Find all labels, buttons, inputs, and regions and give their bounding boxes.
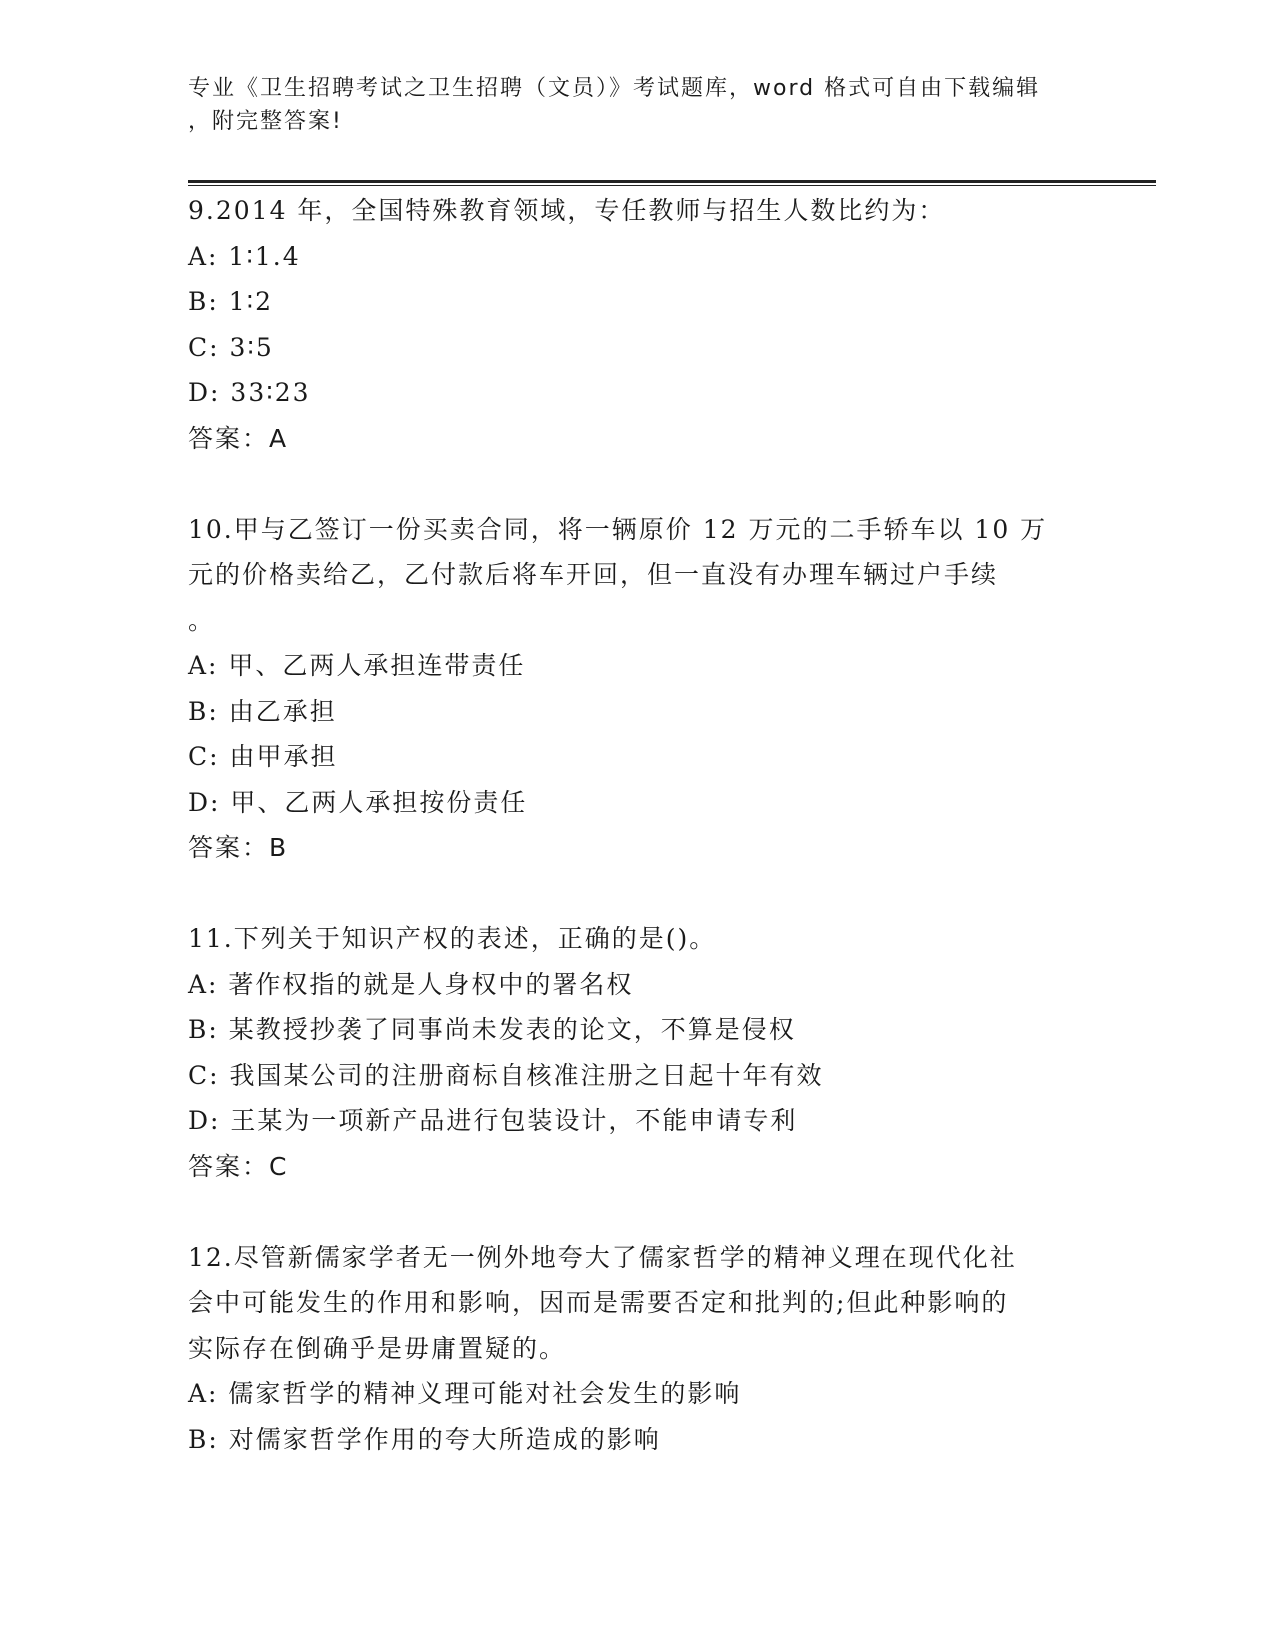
- option-c: C: 由甲承担: [188, 742, 338, 771]
- option-d: D: 王某为一项新产品进行包装设计，不能申请专利: [188, 1106, 798, 1135]
- question-9: [188, 188, 1108, 461]
- option-b: B: 某教授抄袭了同事尚未发表的论文，不算是侵权: [188, 1015, 796, 1044]
- header-line-2: ，附完整答案!: [188, 109, 343, 134]
- option-b: B: 1∶2: [188, 287, 274, 316]
- option-d: D: 33∶23: [188, 378, 311, 407]
- question-stem: 11.下列关于知识产权的表述，正确的是()。: [188, 924, 717, 953]
- question-12: [188, 1235, 1108, 1463]
- question-list: [188, 188, 1108, 1462]
- question-stem: 会中可能发生的作用和影响，因而是需要否定和批判的;但此种影响的: [188, 1288, 1009, 1317]
- option-b: B: 由乙承担: [188, 696, 337, 726]
- option-d: D: 甲、乙两人承担按份责任: [188, 787, 528, 817]
- option-a: A: 甲、乙两人承担连带责任: [188, 651, 526, 680]
- question-spacer: [188, 871, 1108, 917]
- question-stem: 。: [188, 605, 216, 635]
- question-stem: 10.甲与乙签订一份买卖合同，将一辆原价 12 万元的二手轿车以 10 万: [188, 514, 1048, 544]
- option-c: C: 我国某公司的注册商标自核准注册之日起十年有效: [188, 1060, 824, 1090]
- document-header: [188, 72, 1088, 138]
- question-stem: 12.尽管新儒家学者无一例外地夸大了儒家哲学的精神义理在现代化社: [188, 1242, 1017, 1272]
- question-spacer: [188, 461, 1108, 507]
- question-stem: 9.2014 年，全国特殊教育领域，专任教师与招生人数比约为：: [188, 196, 946, 225]
- question-stem: 元的价格卖给乙，乙付款后将车开回，但一直没有办理车辆过户手续: [188, 560, 999, 589]
- header-rule-thick: [188, 180, 1156, 183]
- answer-label: 答案：B: [188, 833, 289, 862]
- option-a: A: 儒家哲学的精神义理可能对社会发生的影响: [188, 1379, 742, 1408]
- question-spacer: [188, 1189, 1108, 1235]
- header-rule-thin: [188, 185, 1156, 186]
- question-10: [188, 507, 1108, 871]
- option-a: A: 著作权指的就是人身权中的署名权: [188, 969, 634, 999]
- question-stem: 实际存在倒确乎是毋庸置疑的。: [188, 1333, 567, 1363]
- answer-label: 答案：A: [188, 423, 289, 453]
- header-line-1: 专业《卫生招聘考试之卫生招聘（文员）》考试题库，word 格式可自由下载编辑: [188, 76, 1041, 101]
- answer-label: 答案：C: [188, 1151, 289, 1181]
- option-c: C: 3∶5: [188, 332, 274, 362]
- option-a: A: 1∶1.4: [188, 241, 301, 271]
- question-11: [188, 916, 1108, 1189]
- option-b: B: 对儒家哲学作用的夸大所造成的影响: [188, 1424, 661, 1454]
